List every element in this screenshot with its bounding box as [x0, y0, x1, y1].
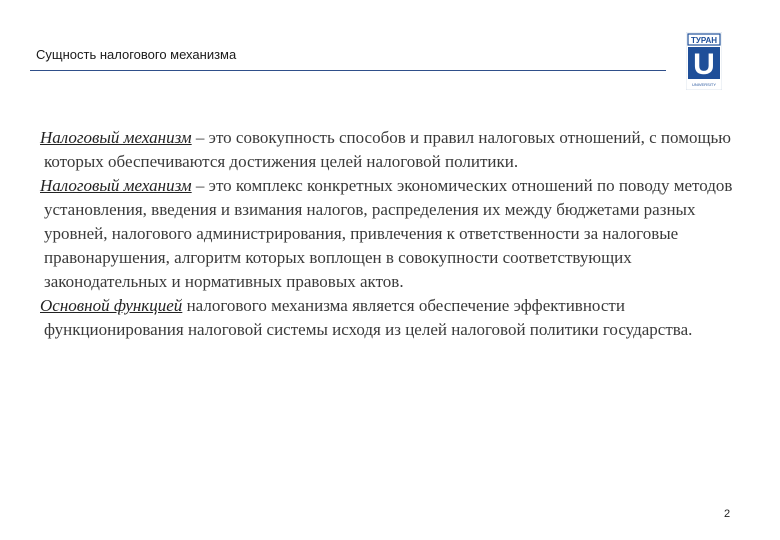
paragraph-2	[36, 174, 736, 294]
logo-top-text: ТУРАН	[690, 36, 718, 45]
paragraph-1-lead: Налоговый механизм	[40, 128, 192, 147]
logo-letter: U	[693, 48, 715, 81]
paragraph-1	[36, 126, 736, 174]
title-divider	[30, 70, 666, 71]
page-number: 2	[724, 508, 731, 520]
paragraph-2-lead: Налоговый механизм	[40, 176, 192, 195]
logo-bottom-text: UNIVERSITY	[691, 82, 717, 87]
paragraph-1-text: – это совокупность способов и правил налоговых отношений, с помощью которых обеспечиваются достижения целей налоговой политики.	[44, 128, 731, 171]
page-title: Сущность налогового механизма	[36, 47, 237, 62]
university-logo	[686, 32, 722, 90]
paragraph-3-lead: Основной функцией	[40, 296, 183, 315]
paragraph-2-text: – это комплекс конкретных экономических отношений по поводу методов установления, введения и взимания налогов, распределения их между бюджетами разных уровней, налогового администрирования, привлечения к ответственности за налоговые правонарушения, алгоритм которых воплощен в совокупности соответствующих законодательных и нормативных правовых актов.	[44, 176, 733, 291]
paragraph-3	[36, 294, 736, 342]
body-text	[36, 126, 736, 342]
paragraph-3-text: налогового механизма является обеспечение эффективности функционирования налоговой системы исходя из целей налоговой политики государства.	[44, 296, 693, 339]
